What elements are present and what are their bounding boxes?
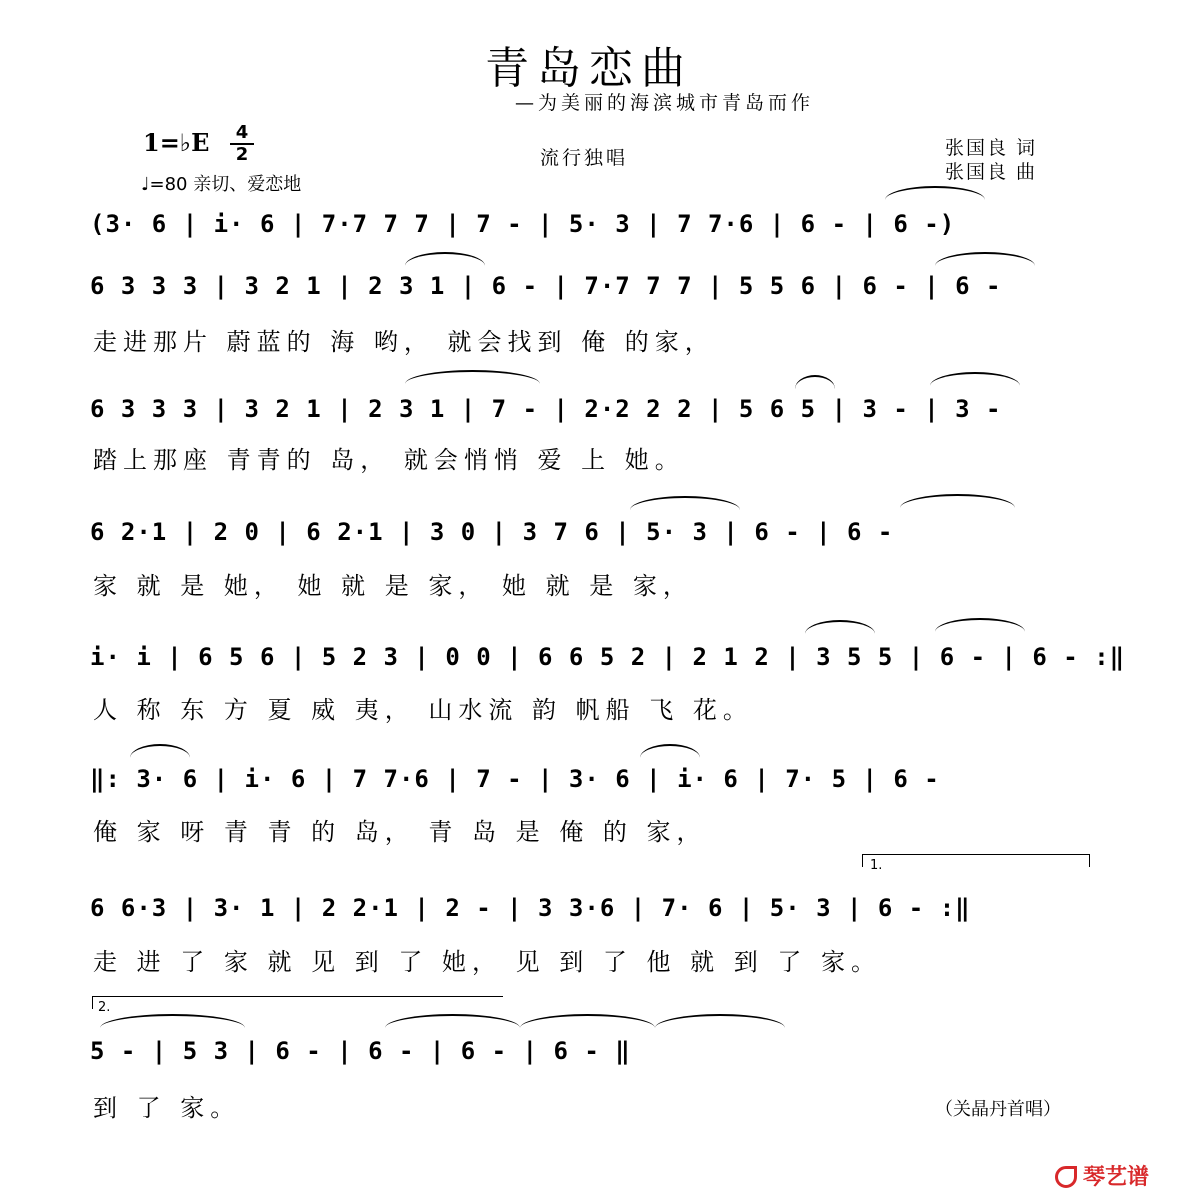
key-signature: 1=♭E xyxy=(143,128,210,157)
composer-credit: 张国良 曲 xyxy=(945,161,1038,183)
slur xyxy=(935,252,1035,266)
slur xyxy=(630,496,740,510)
notation-row-2: 6 3 3 3 | 3 2 1 | 2 3 1 | 6 - | 7·7 7 7 | 5 5 6 | 6 - | 6 - xyxy=(90,272,1002,300)
slur xyxy=(640,744,700,758)
slur xyxy=(100,1014,245,1028)
volta-2-bracket xyxy=(92,996,503,1009)
notation-row-3: 6 3 3 3 | 3 2 1 | 2 3 1 | 7 - | 2·2 2 2 | 5 6 5 | 3 - | 3 - xyxy=(90,395,1002,423)
notation-row-6: ‖: 3· 6 | i· 6 | 7 7·6 | 7 - | 3· 6 | i· 6 | 7· 5 | 6 - xyxy=(90,765,940,793)
slur xyxy=(405,252,485,266)
notation-row-7: 6 6·3 | 3· 1 | 2 2·1 | 2 - | 3 3·6 | 7· 6 | 5· 3 | 6 - :‖ xyxy=(90,894,971,922)
slur xyxy=(885,186,985,200)
lyric-row-4: 家 就 是 她， 她 就 是 家， 她 就 是 家， xyxy=(93,572,693,600)
volta-1-bracket xyxy=(862,854,1090,867)
time-signature xyxy=(230,124,254,164)
lyric-row-3: 踏上那座 青青的 岛， 就会悄悄 爱 上 她。 xyxy=(93,446,685,474)
slur xyxy=(795,375,835,389)
slur xyxy=(655,1014,785,1028)
time-signature-bottom: 2 xyxy=(235,144,249,165)
page-title: 青岛恋曲 xyxy=(485,43,693,94)
slur xyxy=(385,1014,520,1028)
logo-text: 琴艺谱 xyxy=(1083,1165,1150,1190)
tempo-marking: ♩=80 亲切、爱恋地 xyxy=(141,174,302,195)
performance-style: 流行独唱 xyxy=(540,147,629,169)
slur xyxy=(405,370,540,384)
site-logo[interactable] xyxy=(1055,1160,1149,1191)
slur xyxy=(900,494,1015,508)
page-subtitle: —为美丽的海滨城市青岛而作 xyxy=(515,92,815,114)
volta-2-label: 2. xyxy=(98,1000,111,1015)
slur xyxy=(935,618,1025,632)
lyricist-credit: 张国良 词 xyxy=(945,137,1038,159)
notation-row-8: 5 - | 5 3 | 6 - | 6 - | 6 - | 6 - ‖ xyxy=(90,1037,631,1065)
lyric-row-8: 到 了 家。 xyxy=(93,1094,241,1122)
lyric-row-6: 俺 家 呀 青 青 的 岛， 青 岛 是 俺 的 家， xyxy=(93,818,707,846)
notation-row-4: 6 2·1 | 2 0 | 6 2·1 | 3 0 | 3 7 6 | 5· 3 | 6 - | 6 - xyxy=(90,518,894,546)
lyric-row-7: 走 进 了 家 就 见 到 了 她， 见 到 了 他 就 到 了 家。 xyxy=(93,948,882,976)
slur xyxy=(520,1014,655,1028)
footer-credit: （关晶丹首唱） xyxy=(935,1099,1061,1120)
notation-row-1: (3· 6 | i· 6 | 7·7 7 7 | 7 - | 5· 3 | 7 7·6 | 6 - | 6 -) xyxy=(90,210,956,238)
notation-row-5: i· i | 6 5 6 | 5 2 3 | 0 0 | 6 6 5 2 | 2 1 2 | 3 5 5 | 6 - | 6 - :‖ xyxy=(90,643,1126,671)
volta-1-label: 1. xyxy=(870,858,883,873)
lyric-row-5: 人 称 东 方 夏 威 夷， 山水流 韵 帆船 飞 花。 xyxy=(93,696,753,724)
lyric-row-2: 走进那片 蔚蓝的 海 哟， 就会找到 俺 的家， xyxy=(93,328,715,356)
slur xyxy=(930,372,1020,386)
time-signature-top: 4 xyxy=(235,122,249,143)
slur xyxy=(805,620,875,634)
logo-icon xyxy=(1055,1166,1077,1188)
slur xyxy=(130,744,190,758)
